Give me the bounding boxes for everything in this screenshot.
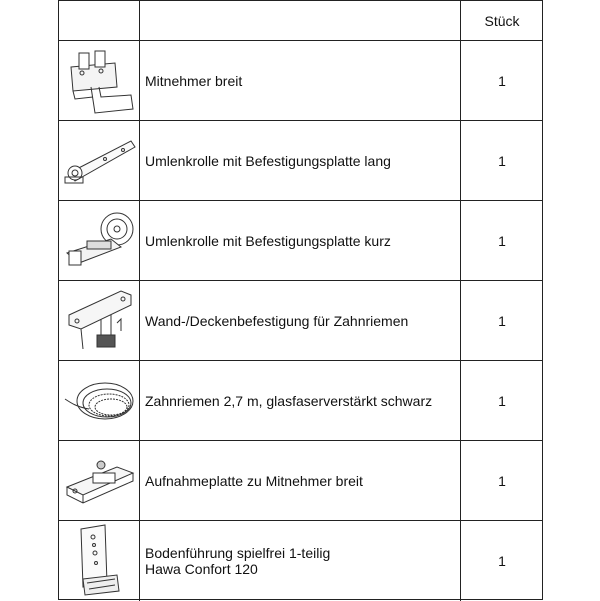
header-description-cell	[140, 1, 461, 41]
table-row	[59, 120, 542, 201]
mounting-plate-icon	[61, 443, 137, 519]
part-qty: 1	[498, 473, 506, 489]
table-row	[59, 200, 542, 281]
part-image-cell	[59, 281, 140, 361]
part-description: Wand-/Deckenbefestigung für Zahnriemen	[140, 281, 461, 361]
table-row	[59, 520, 542, 601]
pulley-short-plate-icon	[61, 203, 137, 279]
part-qty: 1	[498, 393, 506, 409]
table-row	[59, 40, 542, 121]
part-image-cell	[59, 361, 140, 441]
floor-guide-icon	[61, 523, 137, 599]
part-image-cell	[59, 121, 140, 201]
table-row	[59, 280, 542, 361]
part-image-cell	[59, 441, 140, 521]
wide-driver-icon	[61, 43, 137, 119]
part-description: Mitnehmer breit	[140, 41, 461, 121]
part-qty: 1	[498, 153, 506, 169]
part-description-line2: Hawa Confort 120	[145, 561, 258, 577]
table-row	[59, 440, 542, 521]
part-description: Umlenkrolle mit Befestigungsplatte lang	[140, 121, 461, 201]
table-header	[59, 0, 542, 41]
part-description-line1: Bodenführung spielfrei 1-teilig	[145, 545, 331, 561]
part-qty: 1	[498, 553, 506, 569]
table-row	[59, 360, 542, 441]
part-description: Umlenkrolle mit Befestigungsplatte kurz	[140, 201, 461, 281]
part-qty: 1	[498, 233, 506, 249]
wall-ceiling-mount-icon	[61, 283, 137, 359]
part-qty: 1	[498, 73, 506, 89]
part-image-cell	[59, 521, 140, 601]
part-qty: 1	[498, 313, 506, 329]
parts-table	[58, 0, 543, 600]
part-description: Zahnriemen 2,7 m, glasfaserverstärkt schwarz	[140, 361, 461, 441]
pulley-long-plate-icon	[61, 123, 137, 199]
part-description: Aufnahmeplatte zu Mitnehmer breit	[140, 441, 461, 521]
part-image-cell	[59, 201, 140, 281]
header-image-cell	[59, 1, 140, 41]
part-image-cell	[59, 41, 140, 121]
part-description	[140, 521, 461, 601]
toothed-belt-icon	[61, 363, 137, 439]
header-qty-label: Stück	[484, 13, 520, 29]
